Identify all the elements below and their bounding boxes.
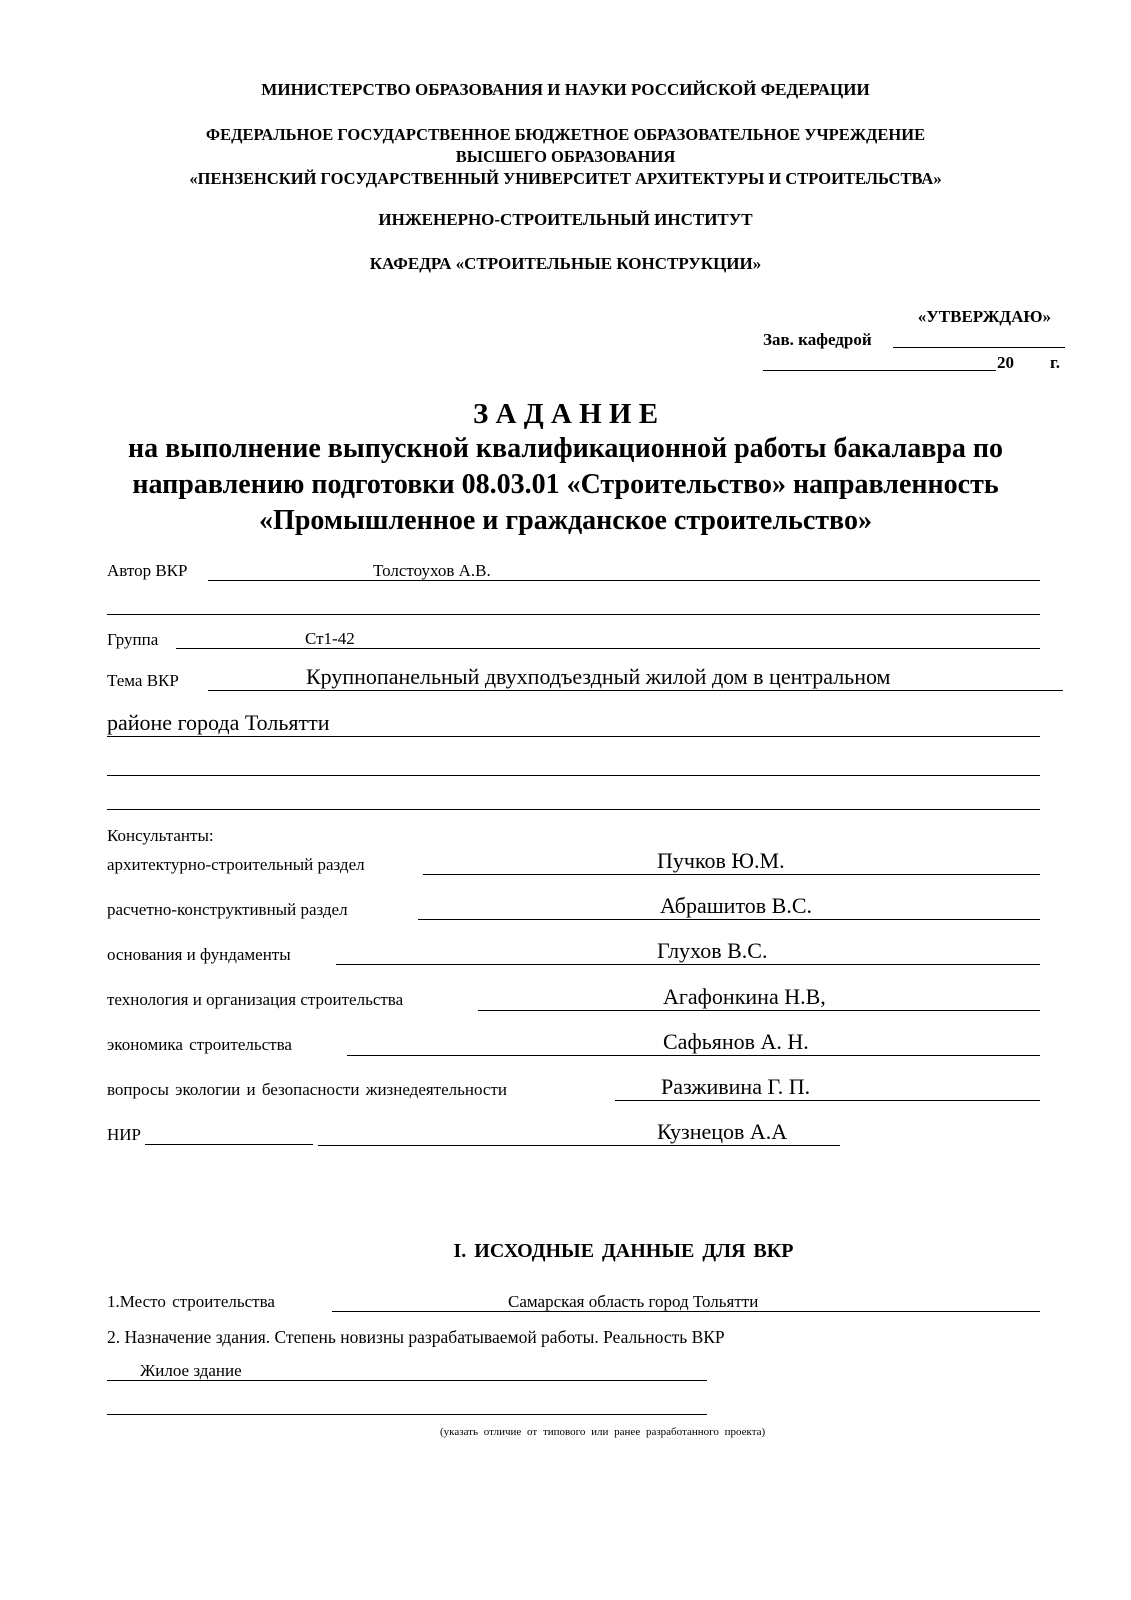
blank-line — [107, 614, 1040, 615]
consultant-name-research: Кузнецов А.А — [657, 1119, 788, 1144]
group-label: Группа — [107, 630, 159, 649]
consultant-name-architecture: Пучков Ю.М. — [657, 848, 785, 873]
consultant-name-economics: Сафьянов А. Н. — [663, 1029, 809, 1054]
ministry-heading: МИНИСТЕРСТВО ОБРАЗОВАНИЯ И НАУКИ РОССИЙСКОЙ ФЕДЕРАЦИИ — [261, 80, 870, 99]
construction-place-label: 1.Место строительства — [107, 1292, 275, 1311]
consultant-line — [145, 1144, 313, 1145]
topic-line-1 — [208, 690, 1063, 691]
institution-line-3: «ПЕНЗЕНСКИЙ ГОСУДАРСТВЕННЫЙ УНИВЕРСИТЕТ АРХИТЕКТУРЫ И СТРОИТЕЛЬСТВА» — [189, 169, 942, 188]
group-value: Ст1-42 — [305, 629, 355, 648]
head-signature-line — [893, 347, 1065, 348]
approval-date-line — [763, 370, 996, 371]
topic-label: Тема ВКР — [107, 671, 179, 690]
consultant-label-ecology: вопросы экологии и безопасности жизнедеятельности — [107, 1080, 507, 1099]
blank-line — [107, 1414, 707, 1415]
consultant-label-architecture: архитектурно-строительный раздел — [107, 855, 365, 874]
consultant-label-economics: экономика строительства — [107, 1035, 292, 1054]
consultant-name-ecology: Разживина Г. П. — [661, 1074, 811, 1099]
author-value: Толстоухов А.В. — [373, 561, 491, 580]
blank-line — [107, 809, 1040, 810]
consultant-line — [423, 874, 1040, 875]
approval-title: «УТВЕРЖДАЮ» — [917, 307, 1051, 326]
consultant-line — [615, 1100, 1040, 1101]
assignment-subtitle-3: «Промышленное и гражданское строительство» — [259, 505, 872, 536]
assignment-subtitle-1: на выполнение выпускной квалификационной работы бакалавра по — [127, 433, 1004, 464]
consultant-label-structural: расчетно-конструктивный раздел — [107, 900, 348, 919]
section-title: I. ИСХОДНЫЕ ДАННЫЕ ДЛЯ ВКР — [453, 1240, 794, 1262]
purpose-note: (указать отличие от типового или ранее разработанного проекта) — [440, 1426, 766, 1438]
consultant-label-foundations: основания и фундаменты — [107, 945, 291, 964]
topic-value-2: районе города Тольятти — [107, 710, 330, 735]
consultants-heading: Консультанты: — [107, 826, 214, 845]
institute-heading: ИНЖЕНЕРНО-СТРОИТЕЛЬНЫЙ ИНСТИТУТ — [378, 210, 753, 229]
consultant-name-technology: Агафонкина Н.В, — [663, 984, 826, 1009]
consultant-line — [418, 919, 1040, 920]
approval-year-label: 20 — [997, 353, 1014, 372]
topic-value-1: Крупнопанельный двухподъездный жилой дом в центральном — [306, 664, 891, 689]
consultant-line — [336, 964, 1040, 965]
consultant-label-technology: технология и организация строительства — [107, 990, 404, 1009]
assignment-title: З А Д А Н И Е — [472, 398, 659, 430]
head-of-department-label: Зав. кафедрой — [763, 330, 872, 349]
blank-line — [107, 775, 1040, 776]
author-line — [208, 580, 1040, 581]
consultant-line — [478, 1010, 1040, 1011]
institution-line-2: ВЫСШЕГО ОБРАЗОВАНИЯ — [455, 147, 676, 166]
department-heading: КАФЕДРА «СТРОИТЕЛЬНЫЕ КОНСТРУКЦИИ» — [369, 254, 762, 273]
topic-line-2 — [107, 736, 1040, 737]
consultant-name-foundations: Глухов В.С. — [657, 938, 768, 963]
consultant-name-structural: Абрашитов В.С. — [660, 893, 813, 918]
approval-year-suffix: г. — [1050, 353, 1061, 372]
institution-line-1: ФЕДЕРАЛЬНОЕ ГОСУДАРСТВЕННОЕ БЮДЖЕТНОЕ ОБРАЗОВАТЕЛЬНОЕ УЧРЕЖДЕНИЕ — [205, 125, 926, 144]
building-purpose-label: 2. Назначение здания. Степень новизны разрабатываемой работы. Реальность ВКР — [107, 1327, 725, 1347]
building-purpose-value: Жилое здание — [140, 1361, 242, 1380]
consultant-label-research: НИР — [107, 1125, 142, 1144]
construction-place-value: Самарская область город Тольятти — [508, 1292, 759, 1311]
consultant-line — [347, 1055, 1040, 1056]
assignment-subtitle-2: направлению подготовки 08.03.01 «Строительство» направленность — [132, 469, 999, 500]
consultant-line — [318, 1145, 840, 1146]
author-label: Автор ВКР — [107, 561, 188, 580]
